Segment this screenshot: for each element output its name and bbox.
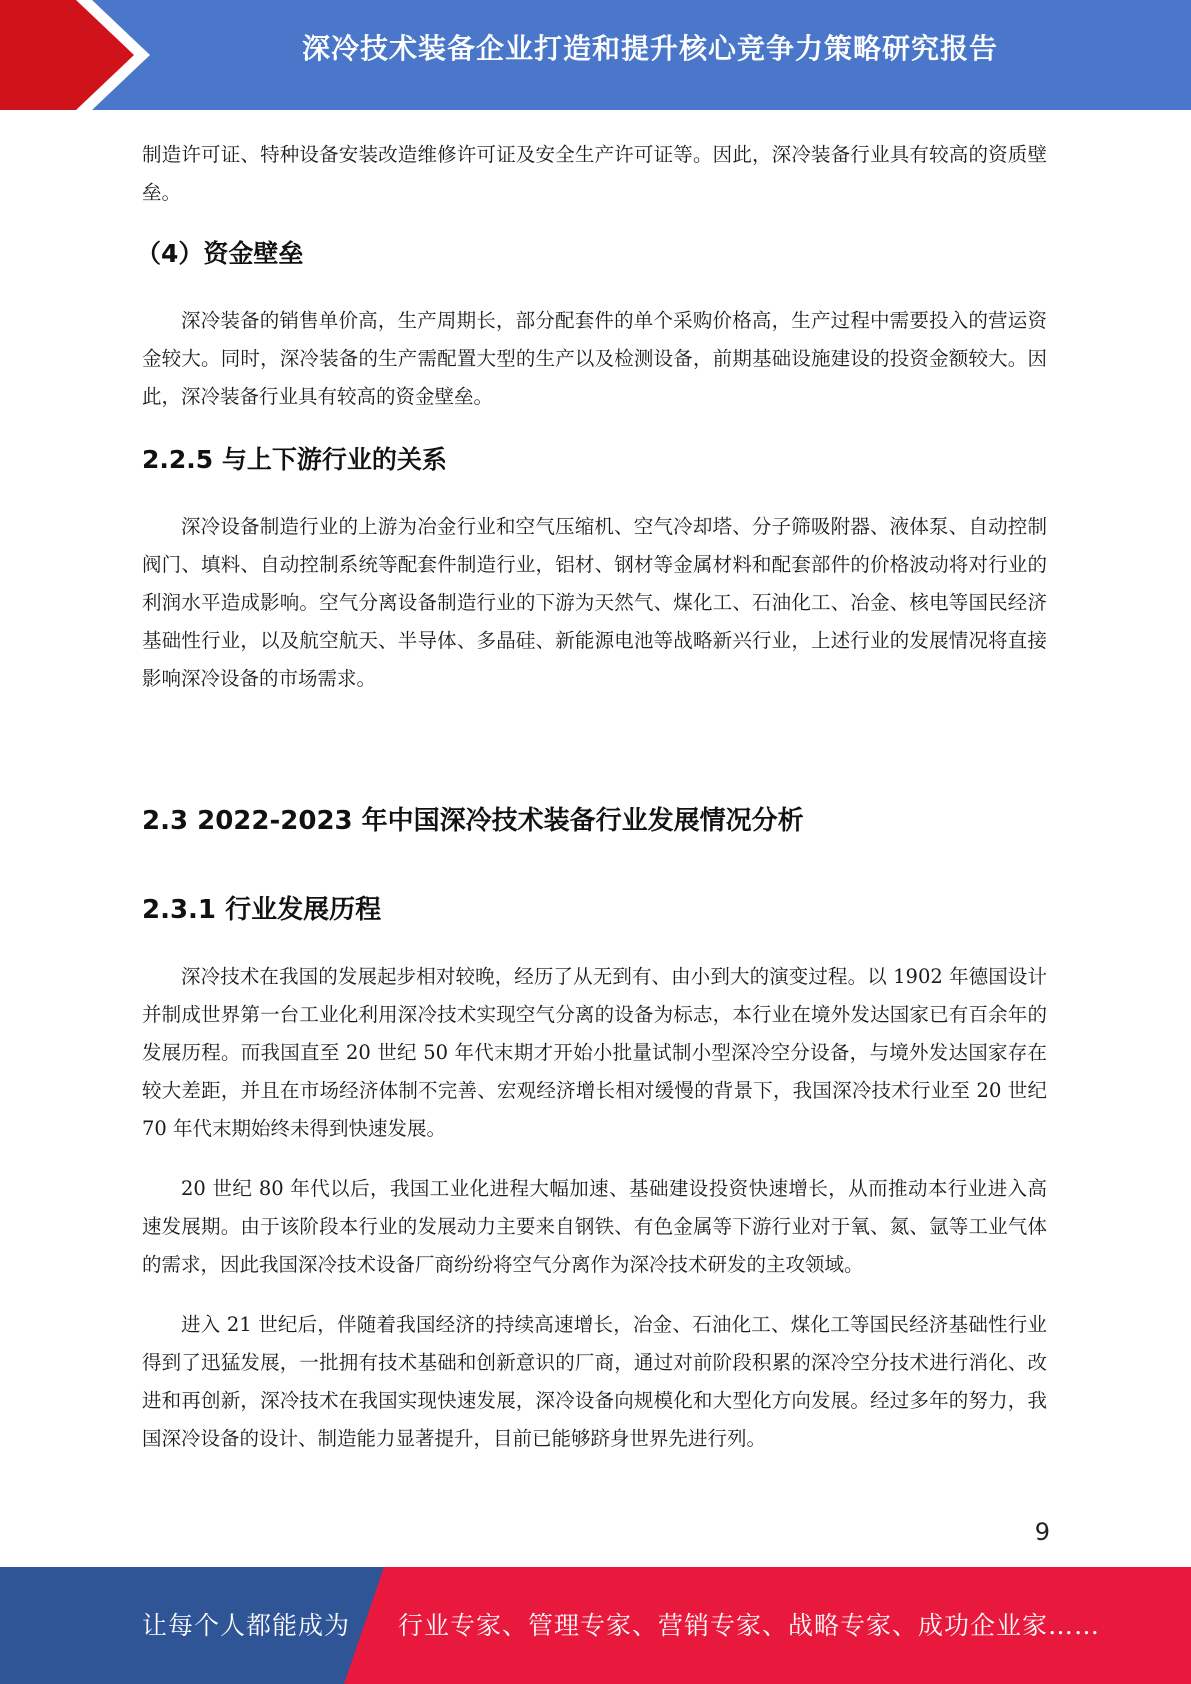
footer-slogan-left: 让每个人都能成为 — [142, 1611, 351, 1640]
heading-2-3: 2.3 2022-2023 年中国深冷技术装备行业发展情况分析 — [142, 806, 804, 836]
page-body — [136, 136, 1047, 1458]
paragraph-history-21st-century: 进入 21 世纪后，伴随着我国经济的持续高速增长，冶金、石油化工、煤化工等国民经济基础性行业得到了迅猛发展，一批拥有技术基础和创新意识的厂商，通过对前阶段积累的深冷空分技术进行消化、改进和再创新，深冷技术在我国实现快速发展，深冷设备向规模化和大型化方向发展。经过多年的努力，我国深冷设备的设计、制造能力显著提升，目前已能够跻身世界先进行列。 — [142, 1313, 1047, 1450]
header-banner — [0, 0, 1191, 110]
heading-2-3-1: 2.3.1 行业发展历程 — [142, 895, 382, 925]
paragraph-upstream-downstream: 深冷设备制造行业的上游为冶金行业和空气压缩机、空气冷却塔、分子筛吸附器、液体泵、自动控制阀门、填料、自动控制系统等配套件制造行业，铝材、钢材等金属材料和配套部件的价格波动将对行业的利润水平造成影响。空气分离设备制造行业的下游为天然气、煤化工、石油化工、冶金、核电等国民经济基础性行业，以及航空航天、半导体、多晶硅、新能源电池等战略新兴行业，上述行业的发展情况将直接影响深冷设备的市场需求。 — [142, 515, 1047, 690]
paragraph-history-early: 深冷技术在我国的发展起步相对较晚，经历了从无到有、由小到大的演变过程。以 1902 年德国设计并制成世界第一台工业化利用深冷技术实现空气分离的设备为标志，本行业在境外发达国家已有百余年的发展历程。而我国直至 20 世纪 50 年代末期才开始小批量试制小型深冷空分设备，与境外发达国家存在较大差距，并且在市场经济体制不完善、宏观经济增长相对缓慢的背景下，我国深冷技术行业至 20 世纪 70 年代末期始终未得到快速发展。 — [142, 965, 1047, 1140]
footer-slogan-right: 行业专家、管理专家、营销专家、战略专家、成功企业家…… — [398, 1611, 1101, 1640]
footer-banner — [0, 1567, 1191, 1684]
heading-capital-barrier: （4）资金壁垒 — [136, 239, 304, 268]
heading-2-2-5: 2.2.5 与上下游行业的关系 — [142, 445, 447, 474]
paragraph-history-1980s: 20 世纪 80 年代以后，我国工业化进程大幅加速、基础建设投资快速增长，从而推动本行业进入高速发展期。由于该阶段本行业的发展动力主要来自钢铁、有色金属等下游行业对于氧、氮、氩等工业气体的需求，因此我国深冷技术设备厂商纷纷将空气分离作为深冷技术研发的主攻领域。 — [142, 1177, 1047, 1276]
report-title: 深冷技术装备企业打造和提升核心竞争力策略研究报告 — [301, 32, 998, 65]
page-number: 9 — [1034, 1518, 1050, 1546]
paragraph-capital-barrier: 深冷装备的销售单价高，生产周期长，部分配套件的单个采购价格高，生产过程中需要投入的营运资金较大。同时，深冷装备的生产需配置大型的生产以及检测设备，前期基础设施建设的投资金额较大。因此，深冷装备行业具有较高的资金壁垒。 — [142, 309, 1047, 408]
paragraph-qualification-barrier-end: 制造许可证、特种设备安装改造维修许可证及安全生产许可证等。因此，深冷装备行业具有较高的资质壁垒。 — [142, 143, 1047, 204]
